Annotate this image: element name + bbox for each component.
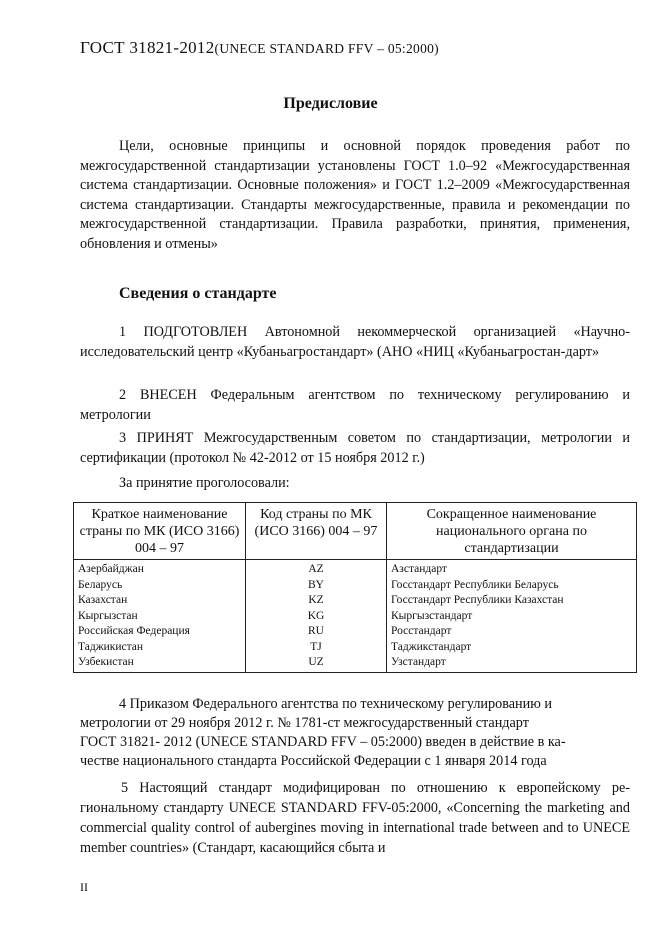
body-cell: Азстандарт: [387, 560, 637, 578]
item4-line: ГОСТ 31821- 2012 (UNECE STANDARD FFV – 05:2000) введен в действие в ка-: [80, 734, 566, 750]
country-cell: Беларусь: [74, 578, 246, 594]
header-country: Краткое наименование страны по МК (ИСО 3166) 004 – 97: [74, 503, 246, 560]
standard-info-title: Сведения о стандарте: [119, 285, 277, 302]
votes-intro: За принятие проголосовали:: [119, 475, 290, 491]
gost-number: ГОСТ 31821-2012: [80, 38, 215, 57]
body-cell: Узстандарт: [387, 655, 637, 672]
table-row: [74, 640, 637, 656]
code-cell: UZ: [246, 655, 387, 672]
code-cell: TJ: [246, 640, 387, 656]
table-header-row: [74, 503, 637, 560]
table-row: [74, 609, 637, 625]
header-national-body: Сокращенное наименование национального органа по стандартизации: [387, 503, 637, 560]
unece-standard-ref: (UNECE STANDARD FFV – 05:2000): [214, 41, 439, 56]
country-cell: Таджикистан: [74, 640, 246, 656]
country-cell: Азербайджан: [74, 560, 246, 578]
country-cell: Казахстан: [74, 593, 246, 609]
table-row: [74, 593, 637, 609]
table-row: [74, 578, 637, 594]
code-cell: KG: [246, 609, 387, 625]
header-code: Код страны по МК (ИСО 3166) 004 – 97: [246, 503, 387, 560]
table-row: [74, 655, 637, 672]
country-cell: Российская Федерация: [74, 624, 246, 640]
body-cell: Госстандарт Республики Беларусь: [387, 578, 637, 594]
table-row: [74, 624, 637, 640]
info-item-1: 1 ПОДГОТОВЛЕН Автономной некоммерческой организацией «Научно-исследовательский центр «Кубаньагростандарт» (АНО «НИЦ «Кубаньагростан-дарт»: [80, 324, 630, 360]
code-cell: BY: [246, 578, 387, 594]
body-cell: Кыргызстандарт: [387, 609, 637, 625]
table-row: [74, 560, 637, 578]
code-cell: KZ: [246, 593, 387, 609]
info-item-5: 5 Настоящий стандарт модифицирован по отношению к европейскому ре-гиональному стандарту UNECE STANDARD FFV-05:2000, «Concerning the marketing and commercial quality control of aubergines moving in international trade between and to UNECE member countries» (Стандарт, касающийся сбыта и: [80, 780, 630, 856]
body-cell: Таджикстандарт: [387, 640, 637, 656]
body-cell: Росстандарт: [387, 624, 637, 640]
preface-text: Цели, основные принципы и основной порядок проведения работ по межгосударственной стандартизации установлены ГОСТ 1.0–92 «Межгосударственная система стандартизации. Основные положения» и ГОСТ 1.2–2009 «Межгосударственная система стандартизации. Стандарты межгосударственные, правила и рекомендации по межгосударственной стандартизации. Правила разработки, принятия, применения, обновления и отмены»: [80, 138, 630, 252]
body-cell: Госстандарт Республики Казахстан: [387, 593, 637, 609]
preface-title: Предисловие: [283, 95, 378, 112]
code-cell: AZ: [246, 560, 387, 578]
code-cell: RU: [246, 624, 387, 640]
info-item-3: 3 ПРИНЯТ Межгосударственным советом по стандартизации, метрологии и сертификации (протокол № 42-2012 от 15 ноября 2012 г.): [80, 430, 630, 466]
item4-line: честве национального стандарта Российской Федерации с 1 января 2014 года: [80, 753, 547, 769]
page-number: II: [80, 880, 88, 894]
item4-line: 4 Приказом Федерального агентства по техническому регулированию и: [119, 696, 552, 712]
document-header: [80, 38, 439, 58]
country-cell: Узбекистан: [74, 655, 246, 672]
item4-line: метрологии от 29 ноября 2012 г. № 1781-ст межгосударственный стандарт: [80, 715, 529, 731]
votes-table: [73, 502, 637, 673]
info-item-2: 2 ВНЕСЕН Федеральным агентством по техническому регулированию и метрологии: [80, 387, 630, 423]
country-cell: Кыргызстан: [74, 609, 246, 625]
